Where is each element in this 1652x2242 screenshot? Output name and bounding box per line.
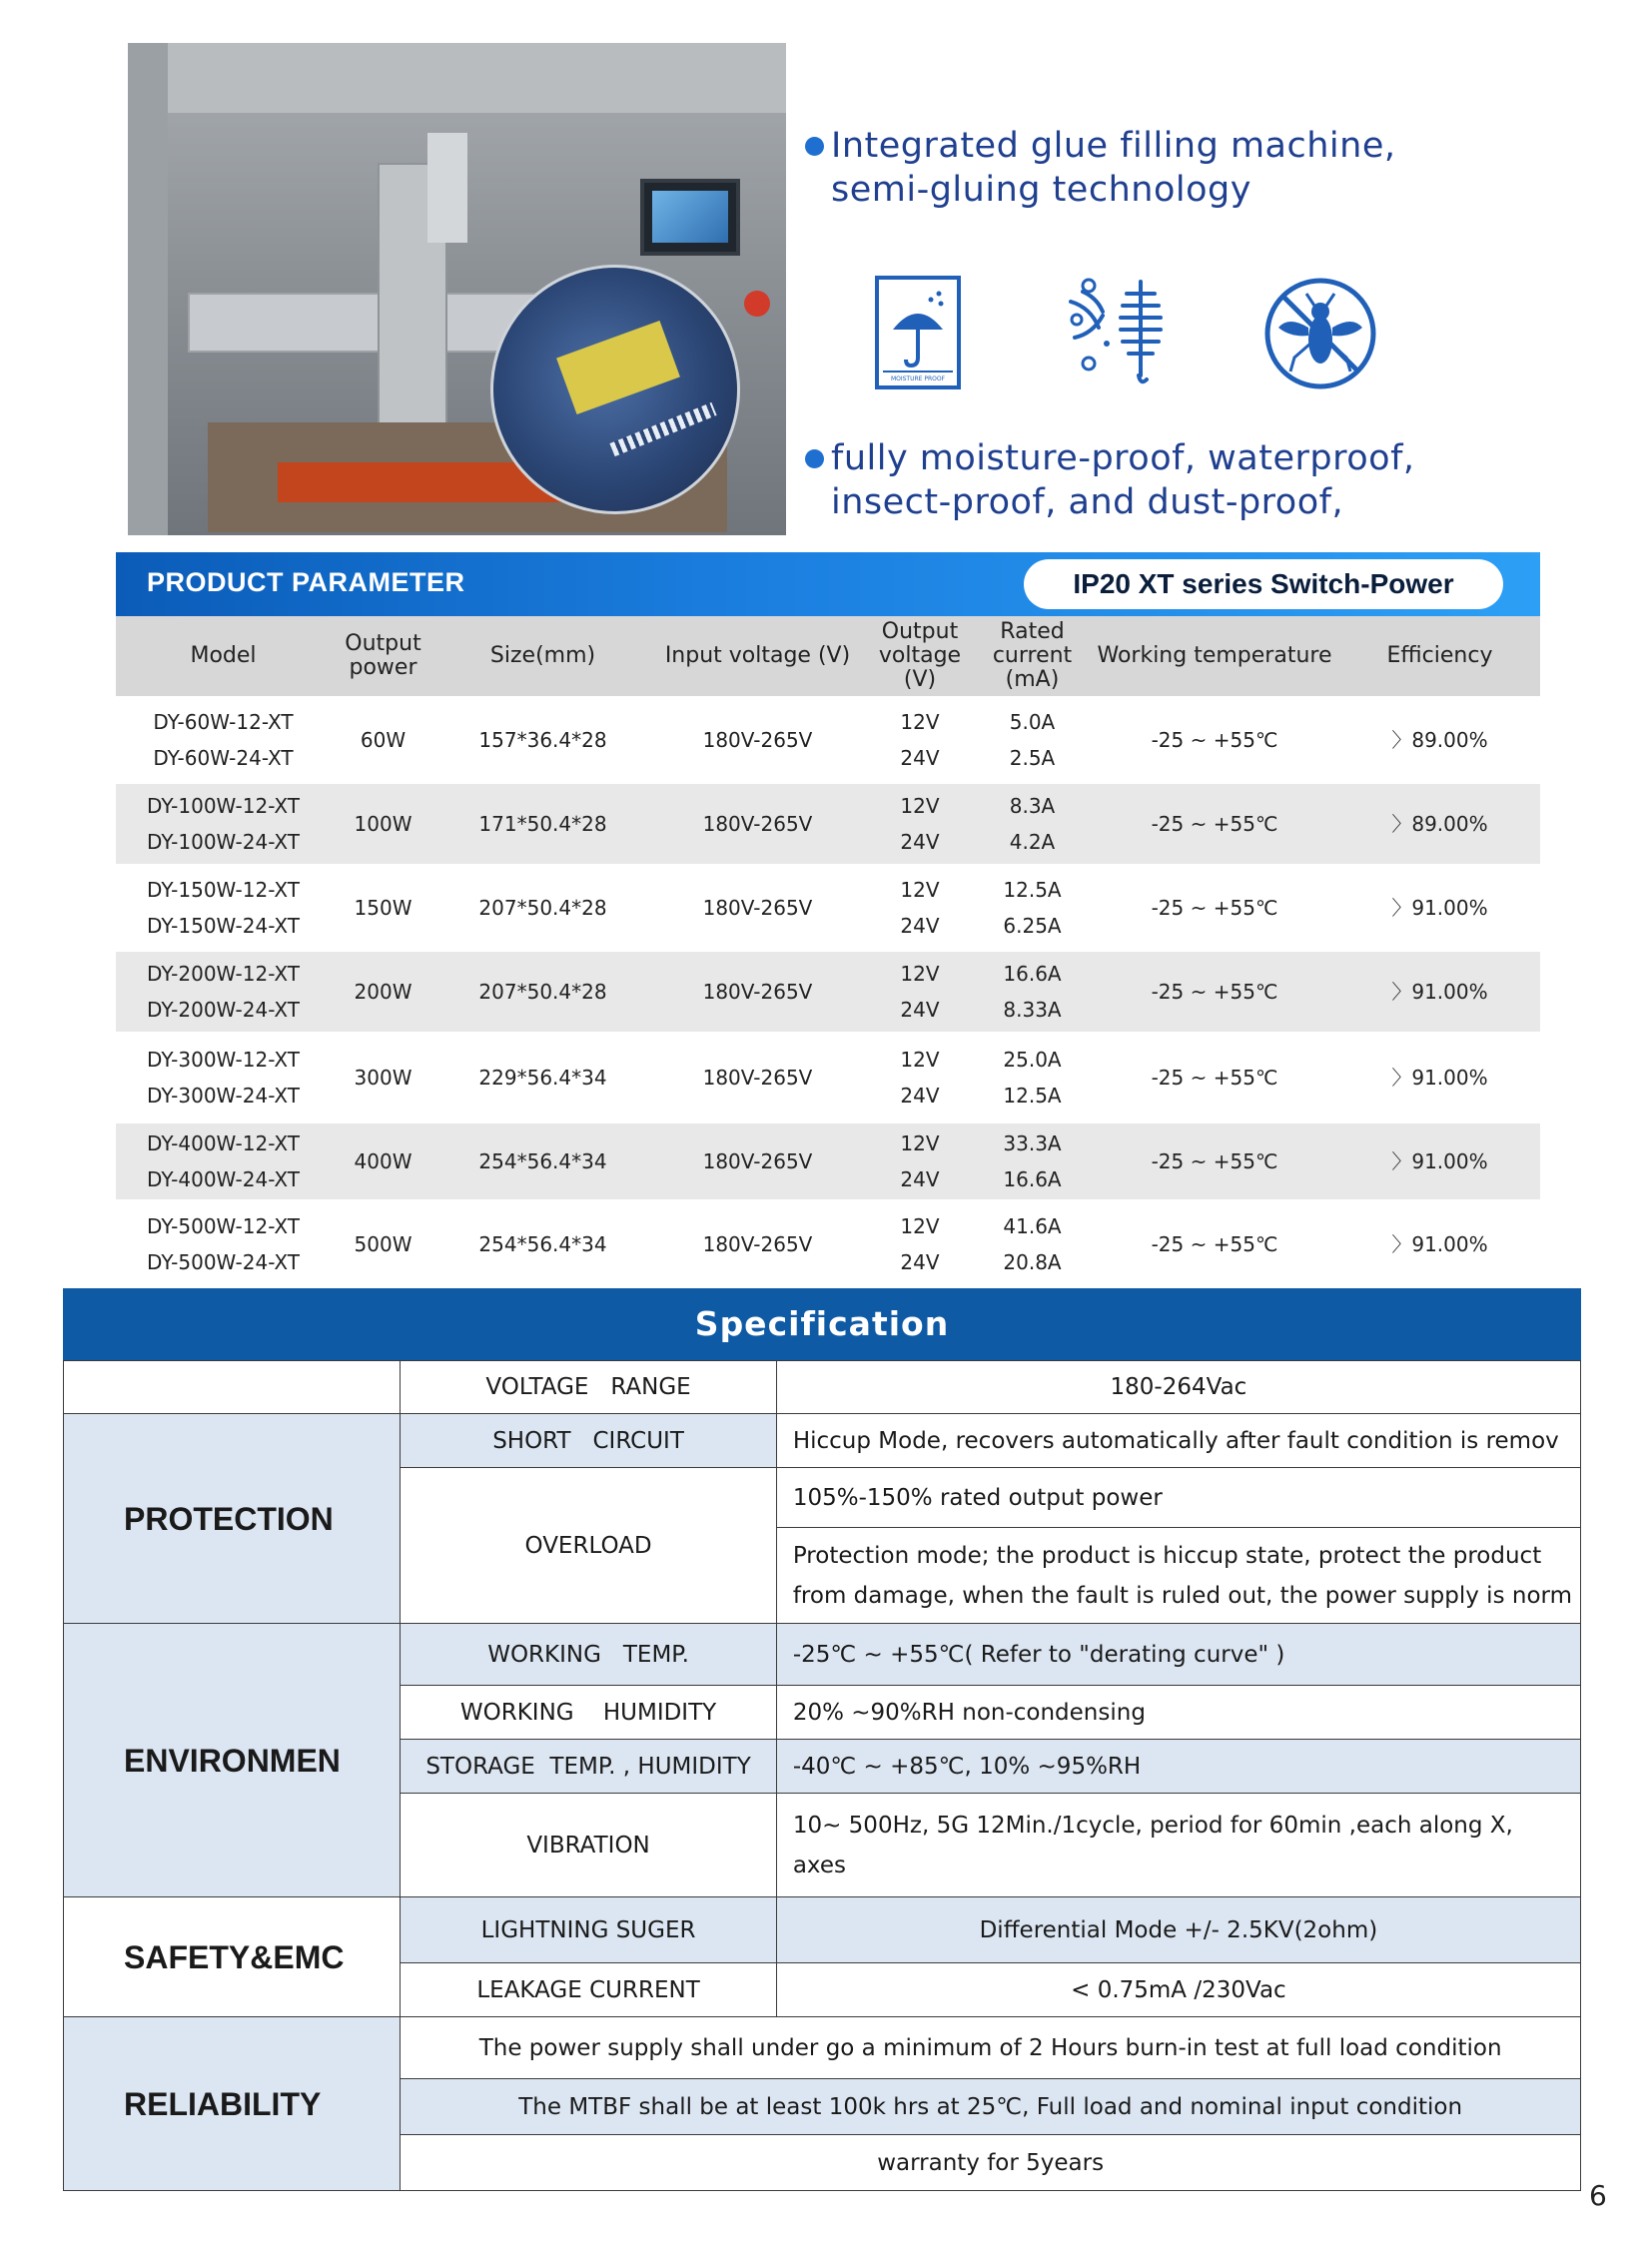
spec-value: The MTBF shall be at least 100k hrs at 25℃, Full load and nominal input condition: [401, 2079, 1581, 2135]
cell-text: 12V: [900, 1131, 940, 1155]
cell-text: 12V: [900, 710, 940, 734]
power-cell: [331, 1123, 435, 1199]
model-cell: [116, 1032, 331, 1123]
cell-text: DY-100W-24-XT: [147, 830, 300, 854]
cell-text: 180V-265V: [702, 1232, 813, 1256]
rated-current-cell: [975, 864, 1090, 952]
cell-text: 8.3A: [1009, 794, 1056, 818]
category-environment: ENVIRONMEN: [64, 1624, 401, 1897]
cell-text: 60W: [360, 728, 407, 752]
column-header: Output voltage (V): [865, 616, 975, 696]
temperature-cell: [1090, 864, 1339, 952]
power-cell: [331, 1032, 435, 1123]
spec-label: SHORT CIRCUIT: [401, 1414, 777, 1468]
cell-text: 200W: [354, 980, 413, 1004]
table-row: [116, 1199, 1540, 1289]
power-cell: [331, 952, 435, 1032]
column-header: Rated current (mA): [975, 616, 1090, 696]
rated-current-cell: [975, 1199, 1090, 1289]
cell-text: 207*50.4*28: [478, 980, 607, 1004]
cell-text: 207*50.4*28: [478, 896, 607, 920]
cell-text: 25.0A: [1003, 1048, 1062, 1072]
cell-text: 4.2A: [1009, 830, 1056, 854]
table-row: [116, 696, 1540, 784]
series-title: IP20 XT series Switch-Power: [1024, 559, 1503, 609]
bullet-line: semi-gluing technology: [831, 170, 1251, 210]
model-cell: [116, 1199, 331, 1289]
cell-text: -25 ~ +55℃: [1151, 1149, 1278, 1173]
bullet-line: insect-proof, and dust-proof,: [831, 482, 1344, 522]
temperature-cell: [1090, 696, 1339, 784]
cell-text: -25 ~ +55℃: [1151, 896, 1278, 920]
specification-table: [63, 1360, 1581, 2191]
cell-text: 12.5A: [1003, 1084, 1062, 1108]
size-cell: [435, 1032, 650, 1123]
cell-text: 24V: [900, 1167, 940, 1191]
cell-text: DY-200W-12-XT: [147, 962, 300, 986]
cell-text: 500W: [354, 1232, 413, 1256]
section-title: PRODUCT PARAMETER: [147, 567, 465, 597]
column-header: Model: [116, 616, 331, 696]
cell-text: 24V: [900, 1084, 940, 1108]
spec-label: VIBRATION: [401, 1794, 777, 1897]
cell-text: 24V: [900, 1250, 940, 1274]
cell-text: 〉91.00%: [1391, 1066, 1488, 1090]
cell-text: 〉91.00%: [1391, 1149, 1488, 1173]
table-row: [64, 1897, 1581, 1963]
cell-text: 20.8A: [1003, 1250, 1062, 1274]
text-line: from damage, when the fault is ruled out, the power supply is norm: [792, 1582, 1572, 1609]
size-cell: [435, 1199, 650, 1289]
category-protection: PROTECTION: [64, 1414, 401, 1624]
category-safety: SAFETY&EMC: [64, 1897, 401, 2017]
spec-value: Differential Mode +/- 2.5KV(2ohm): [776, 1897, 1580, 1963]
cell-text: 33.3A: [1003, 1131, 1062, 1155]
input-voltage-cell: [650, 1123, 865, 1199]
cell-text: 229*56.4*34: [478, 1066, 607, 1090]
spec-label: LIGHTNING SUGER: [401, 1897, 777, 1963]
model-cell: [116, 784, 331, 864]
empty-cell: [64, 1361, 401, 1414]
cell-text: 12V: [900, 878, 940, 902]
input-voltage-cell: [650, 1199, 865, 1289]
cell-text: 157*36.4*28: [478, 728, 607, 752]
machine-photo: [128, 43, 786, 535]
column-header: Efficiency: [1339, 616, 1540, 696]
cell-text: 〉91.00%: [1391, 980, 1488, 1004]
cell-text: -25 ~ +55℃: [1151, 728, 1278, 752]
spec-label: VOLTAGE RANGE: [401, 1361, 777, 1414]
size-cell: [435, 1123, 650, 1199]
cell-text: 〉89.00%: [1391, 728, 1488, 752]
cell-text: 24V: [900, 830, 940, 854]
cell-text: 6.25A: [1003, 914, 1062, 938]
temperature-cell: [1090, 1032, 1339, 1123]
category-reliability: RELIABILITY: [64, 2017, 401, 2191]
insect-icon: [1262, 276, 1378, 391]
cell-text: 180V-265V: [702, 728, 813, 752]
table-row: [116, 784, 1540, 864]
spec-value: 20% ~90%RH non-condensing: [776, 1686, 1580, 1740]
cell-text: 400W: [354, 1149, 413, 1173]
spec-label: OVERLOAD: [401, 1468, 777, 1624]
product-closeup: [490, 265, 740, 514]
table-row: [64, 1414, 1581, 1468]
spec-label: LEAKAGE CURRENT: [401, 1963, 777, 2017]
table-row: [64, 1361, 1581, 1414]
power-cell: [331, 696, 435, 784]
input-voltage-cell: [650, 1032, 865, 1123]
output-voltage-cell: [865, 1199, 975, 1289]
output-voltage-cell: [865, 1032, 975, 1123]
spec-label: STORAGE TEMP. , HUMIDITY: [401, 1740, 777, 1794]
table-header-row: [116, 616, 1540, 696]
input-voltage-cell: [650, 784, 865, 864]
cell-text: 254*56.4*34: [478, 1149, 607, 1173]
cell-text: DY-300W-12-XT: [147, 1048, 300, 1072]
moisture-label: MOISTURE PROOF: [890, 375, 946, 382]
column-header: Output power: [331, 616, 435, 696]
cell-text: DY-300W-24-XT: [147, 1084, 300, 1108]
cell-text: 24V: [900, 998, 940, 1022]
spec-value: -40℃ ~ +85℃, 10% ~95%RH: [776, 1740, 1580, 1794]
cell-text: -25 ~ +55℃: [1151, 980, 1278, 1004]
spec-value-multiline: [776, 1794, 1580, 1897]
bullet-protection: [831, 436, 1415, 524]
column-header: Size(mm): [435, 616, 650, 696]
column-header: Working temperature: [1090, 616, 1339, 696]
moisture-proof-icon: [875, 276, 961, 389]
temperature-cell: [1090, 952, 1339, 1032]
cell-text: -25 ~ +55℃: [1151, 1232, 1278, 1256]
cell-text: 16.6A: [1003, 962, 1062, 986]
efficiency-cell: [1339, 1199, 1540, 1289]
spec-value: -25℃ ~ +55℃( Refer to "derating curve" ): [776, 1624, 1580, 1686]
temperature-cell: [1090, 1123, 1339, 1199]
cell-text: 171*50.4*28: [478, 812, 607, 836]
rated-current-cell: [975, 1032, 1090, 1123]
cell-text: DY-60W-24-XT: [153, 746, 294, 770]
table-row: [64, 1624, 1581, 1686]
efficiency-cell: [1339, 784, 1540, 864]
table-row: [64, 2017, 1581, 2079]
efficiency-cell: [1339, 952, 1540, 1032]
spec-value: The power supply shall under go a minimum of 2 Hours burn-in test at full load condition: [401, 2017, 1581, 2079]
temperature-cell: [1090, 784, 1339, 864]
model-cell: [116, 696, 331, 784]
cell-text: 150W: [354, 896, 413, 920]
cell-text: 〉91.00%: [1391, 896, 1488, 920]
spec-value: 180-264Vac: [776, 1361, 1580, 1414]
cell-text: DY-100W-12-XT: [147, 794, 300, 818]
spec-value: 105%-150% rated output power: [776, 1468, 1580, 1528]
cell-text: DY-500W-24-XT: [147, 1250, 300, 1274]
cell-text: 254*56.4*34: [478, 1232, 607, 1256]
cell-text: 12V: [900, 794, 940, 818]
cell-text: DY-500W-12-XT: [147, 1214, 300, 1238]
power-cell: [331, 1199, 435, 1289]
spec-value: warranty for 5years: [401, 2135, 1581, 2191]
spec-value: Hiccup Mode, recovers automatically after fault condition is remov: [776, 1414, 1580, 1468]
size-cell: [435, 864, 650, 952]
spec-label: WORKING TEMP.: [401, 1624, 777, 1686]
cell-text: 12V: [900, 962, 940, 986]
cell-text: 300W: [354, 1066, 413, 1090]
temperature-cell: [1090, 1199, 1339, 1289]
page-number: 6: [1589, 2179, 1607, 2212]
cell-text: 8.33A: [1003, 998, 1062, 1022]
cell-text: 180V-265V: [702, 980, 813, 1004]
cell-text: 16.6A: [1003, 1167, 1062, 1191]
output-voltage-cell: [865, 1123, 975, 1199]
input-voltage-cell: [650, 696, 865, 784]
bullet-glue-filling: [831, 124, 1395, 212]
product-parameter-header: [116, 552, 1540, 616]
input-voltage-cell: [650, 864, 865, 952]
column-header: Input voltage (V): [650, 616, 865, 696]
cell-text: 〉91.00%: [1391, 1232, 1488, 1256]
cell-text: 180V-265V: [702, 1149, 813, 1173]
cell-text: 2.5A: [1009, 746, 1056, 770]
cell-text: 〉89.00%: [1391, 812, 1488, 836]
bullet-line: fully moisture-proof, waterproof,: [831, 438, 1415, 478]
rated-current-cell: [975, 1123, 1090, 1199]
spec-label: WORKING HUMIDITY: [401, 1686, 777, 1740]
cell-text: DY-400W-24-XT: [147, 1167, 300, 1191]
output-voltage-cell: [865, 784, 975, 864]
cell-text: DY-150W-24-XT: [147, 914, 300, 938]
bullet-dot-icon: [805, 137, 824, 156]
model-cell: [116, 864, 331, 952]
text-line: Protection mode; the product is hiccup state, protect the product: [792, 1542, 1542, 1569]
cell-text: 180V-265V: [702, 812, 813, 836]
rated-current-cell: [975, 696, 1090, 784]
dust-brush-icon: [1063, 272, 1179, 389]
cell-text: 12.5A: [1003, 878, 1062, 902]
table-row: [116, 1032, 1540, 1123]
cell-text: 12V: [900, 1048, 940, 1072]
specification-header: Specification: [63, 1288, 1581, 1360]
table-row: [116, 952, 1540, 1032]
cell-text: DY-200W-24-XT: [147, 998, 300, 1022]
product-parameter-table: [116, 616, 1540, 1289]
cell-text: DY-60W-12-XT: [153, 710, 294, 734]
spec-value: < 0.75mA /230Vac: [776, 1963, 1580, 2017]
cell-text: DY-150W-12-XT: [147, 878, 300, 902]
model-cell: [116, 1123, 331, 1199]
text-line: 10~ 500Hz, 5G 12Min./1cycle, period for 60min ,each along X,: [792, 1812, 1513, 1839]
bullet-line: Integrated glue filling machine,: [831, 126, 1396, 166]
spec-value-multiline: [776, 1528, 1580, 1624]
size-cell: [435, 784, 650, 864]
table-row: [116, 864, 1540, 952]
table-row: [116, 1123, 1540, 1199]
cell-text: 24V: [900, 914, 940, 938]
output-voltage-cell: [865, 952, 975, 1032]
efficiency-cell: [1339, 1032, 1540, 1123]
rated-current-cell: [975, 784, 1090, 864]
model-cell: [116, 952, 331, 1032]
text-line: axes: [792, 1852, 846, 1878]
cell-text: 180V-265V: [702, 896, 813, 920]
cell-text: 5.0A: [1009, 710, 1056, 734]
emergency-stop: [744, 291, 770, 317]
cell-text: 12V: [900, 1214, 940, 1238]
cell-text: 180V-265V: [702, 1066, 813, 1090]
size-cell: [435, 952, 650, 1032]
efficiency-cell: [1339, 696, 1540, 784]
rated-current-cell: [975, 952, 1090, 1032]
touchscreen-panel: [640, 179, 740, 256]
output-voltage-cell: [865, 864, 975, 952]
bullet-dot-icon: [805, 449, 824, 468]
cell-text: 24V: [900, 746, 940, 770]
cell-text: DY-400W-12-XT: [147, 1131, 300, 1155]
input-voltage-cell: [650, 952, 865, 1032]
cell-text: -25 ~ +55℃: [1151, 1066, 1278, 1090]
cell-text: 41.6A: [1003, 1214, 1062, 1238]
efficiency-cell: [1339, 1123, 1540, 1199]
output-voltage-cell: [865, 696, 975, 784]
power-cell: [331, 864, 435, 952]
cell-text: -25 ~ +55℃: [1151, 812, 1278, 836]
cell-text: 100W: [354, 812, 413, 836]
efficiency-cell: [1339, 864, 1540, 952]
power-cell: [331, 784, 435, 864]
size-cell: [435, 696, 650, 784]
